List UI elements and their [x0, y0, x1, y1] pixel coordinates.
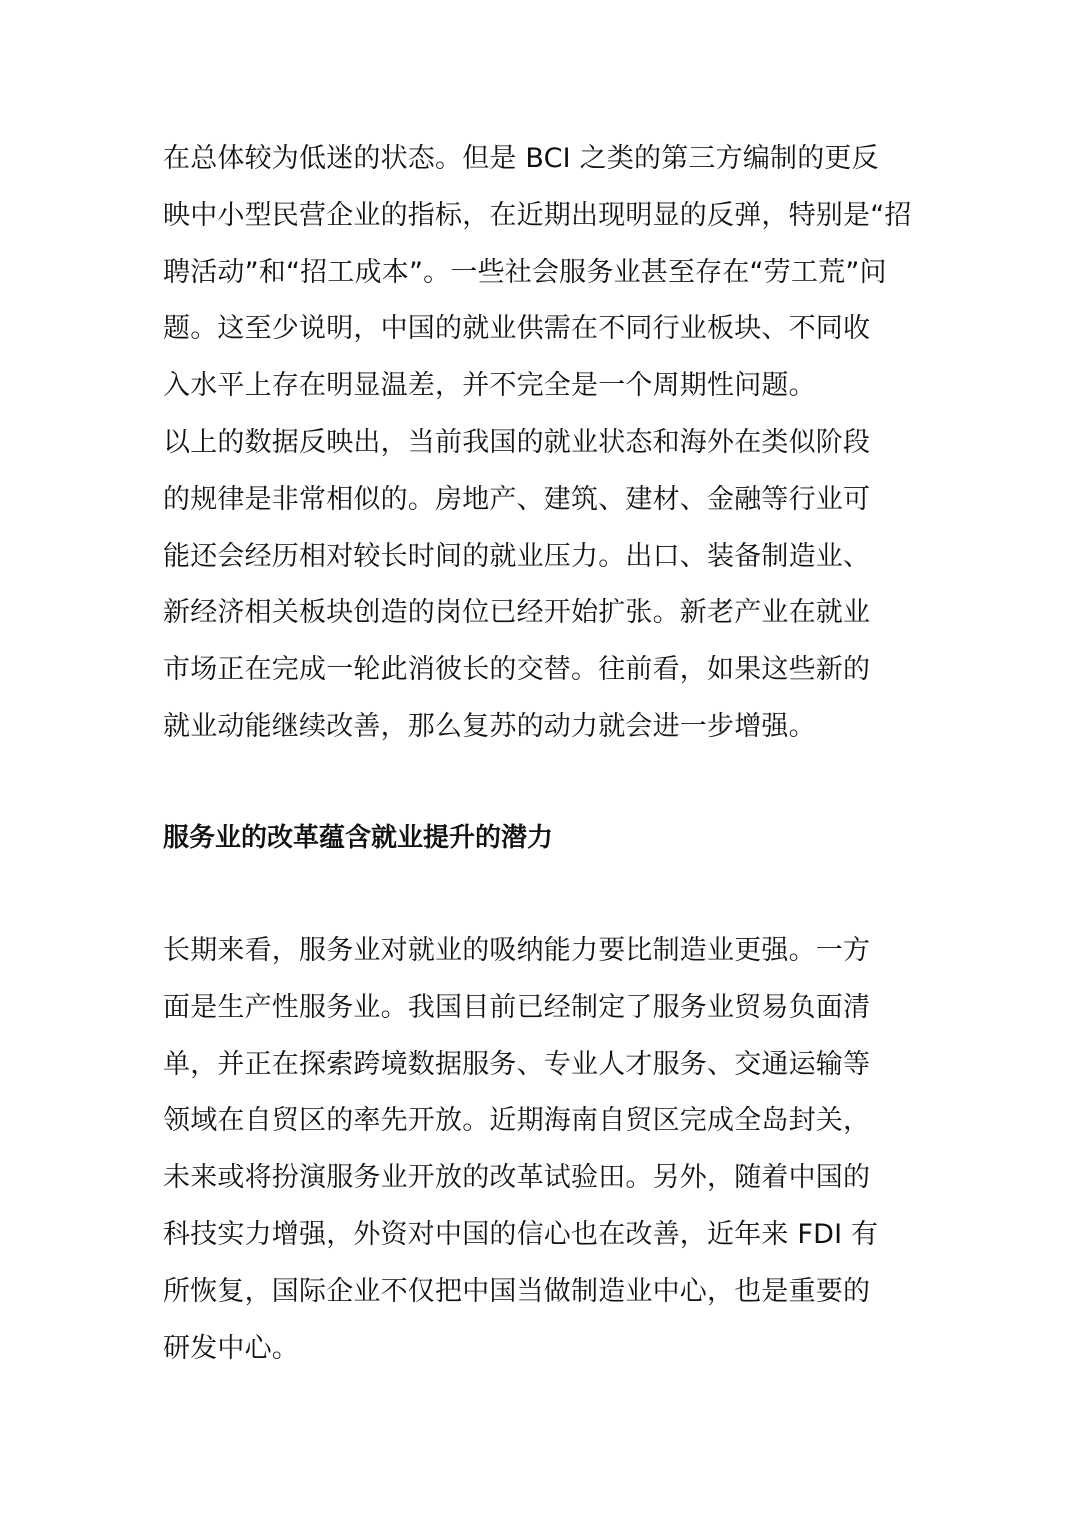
text-line: 领域在自贸区的率先开放。近期海南自贸区完成全岛封关，: [163, 1105, 871, 1137]
text-line: 研发中心。: [163, 1332, 299, 1364]
text-line: 在总体较为低迷的状态。但是 BCI 之类的第三方编制的更反: [163, 143, 879, 174]
section-heading: 服务业的改革蕴含就业提升的潜力: [163, 823, 554, 853]
text-line: 面是生产性服务业。我国目前已经制定了服务业贸易负面清: [163, 991, 871, 1023]
text-line: 长期来看，服务业对就业的吸纳能力要比制造业更强。一方: [163, 935, 871, 966]
text-line: 聘活动”和“招工成本”。一些社会服务业甚至存在“劳工荒”问: [163, 256, 887, 288]
text-line: 的规律是非常相似的。房地产、建筑、建材、金融等行业可: [163, 483, 871, 515]
text-line: 题。这至少说明，中国的就业供需在不同行业板块、不同收: [163, 313, 871, 345]
text-line: 就业动能继续改善，那么复苏的动力就会进一步增强。: [163, 710, 816, 742]
text-line: 市场正在完成一轮此消彼长的交替。往前看，如果这些新的: [163, 654, 871, 686]
text-line: 映中小型民营企业的指标，在近期出现明显的反弹，特别是“招: [163, 199, 912, 231]
paragraph-data-analysis: [163, 415, 870, 756]
text-line: 入水平上存在明显温差，并不完全是一个周期性问题。: [163, 370, 816, 402]
text-line: 未来或将扮演服务业开放的改革试验田。另外，随着中国的: [163, 1162, 871, 1194]
paragraph-employment-status: [163, 131, 912, 415]
text-line: 单，并正在探索跨境数据服务、专业人才服务、交通运输等: [163, 1048, 871, 1080]
paragraph-service-industry: [163, 923, 878, 1377]
text-line: 以上的数据反映出，当前我国的就业状态和海外在类似阶段: [163, 427, 871, 458]
text-line: 新经济相关板块创造的岗位已经开始扩张。新老产业在就业: [163, 597, 871, 629]
text-line: 所恢复，国际企业不仅把中国当做制造业中心，也是重要的: [163, 1275, 871, 1307]
text-line: 科技实力增强，外资对中国的信心也在改善，近年来 FDI 有: [163, 1218, 879, 1250]
text-line: 能还会经历相对较长时间的就业压力。出口、装备制造业、: [163, 540, 871, 572]
